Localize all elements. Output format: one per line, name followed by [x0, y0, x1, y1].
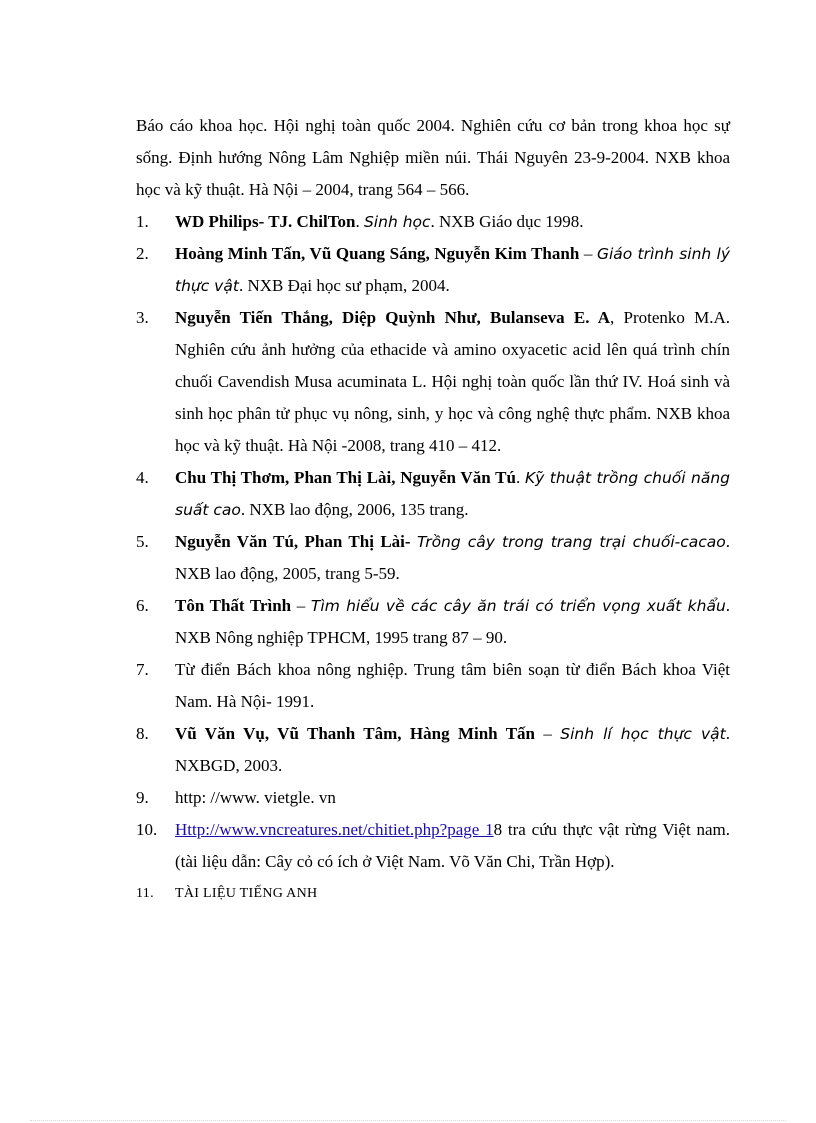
reference-rest: . NXB Nông nghiệp TPHCM, 1995 trang 87 – 90. — [175, 596, 731, 647]
reference-number: 1. — [136, 212, 149, 231]
reference-rest: . NXB Đại học sư phạm, 2004. — [238, 276, 450, 295]
reference-title: Sinh lí học thực vật — [560, 725, 726, 743]
reference-authors: Hoàng Minh Tấn, Vũ Quang Sáng, Nguyễn Kim Thanh — [175, 244, 580, 263]
reference-number: 11. — [136, 886, 154, 901]
reference-item — [136, 302, 730, 462]
reference-separator: – — [535, 724, 561, 743]
reference-number: 8. — [136, 724, 149, 743]
reference-text — [175, 654, 730, 718]
reference-item — [136, 462, 730, 526]
reference-title: Trồng cây trong trang trại chuối-cacao — [416, 533, 726, 551]
reference-item — [136, 238, 730, 302]
reference-item — [136, 654, 730, 718]
reference-number: 10. — [136, 820, 158, 839]
reference-authors: Nguyễn Văn Tú, Phan Thị Lài- — [175, 532, 411, 551]
reference-item — [136, 526, 730, 590]
reference-separator: . — [515, 468, 525, 487]
reference-text — [175, 302, 730, 462]
reference-authors: Chu Thị Thơm, Phan Thị Lài, Nguyễn Văn Tú — [175, 468, 516, 487]
reference-separator: , — [610, 308, 624, 327]
reference-item — [136, 878, 730, 910]
reference-item — [136, 814, 730, 878]
reference-number: 3. — [136, 308, 149, 327]
reference-title: Giáo trình sinh lý thực vật — [175, 245, 731, 295]
reference-authors: Tôn Thất Trình — [175, 596, 292, 615]
reference-title: Kỹ thuật trồng chuối năng suất cao — [175, 469, 731, 519]
reference-text — [175, 206, 730, 238]
reference-rest: . NXB Giáo dục 1998. — [430, 212, 584, 231]
reference-text — [175, 526, 730, 590]
reference-rest: . NXB lao động, 2006, 135 trang. — [240, 500, 469, 519]
reference-number: 7. — [136, 660, 149, 679]
reference-item — [136, 782, 730, 814]
reference-item — [136, 590, 730, 654]
reference-number: 5. — [136, 532, 149, 551]
reference-item — [136, 206, 730, 238]
reference-text — [175, 718, 730, 782]
intro-paragraph: Báo cáo khoa học. Hội nghị toàn quốc 2004. Nghiên cứu cơ bản trong khoa học sự sống. Định hướng Nông Lâm Nghiệp miền núi. Thái Nguyên 23-9-2004. NXB khoa học và kỹ thuật. Hà Nội – 2004, trang 564 – 566. — [136, 116, 730, 199]
reference-text — [175, 590, 730, 654]
page-bottom-border — [30, 1120, 786, 1121]
reference-text — [175, 238, 730, 302]
reference-rest: . NXBGD, 2003. — [175, 724, 730, 775]
document-page — [136, 110, 730, 910]
reference-number: 6. — [136, 596, 149, 615]
reference-item — [136, 718, 730, 782]
reference-separator: . — [355, 212, 364, 231]
reference-text — [175, 814, 730, 878]
reference-title: Tìm hiểu về các cây ăn trái có triển vọng xuất khẩu — [310, 597, 726, 615]
reference-text — [175, 462, 730, 526]
reference-authors: Vũ Văn Vụ, Vũ Thanh Tâm, Hàng Minh Tấn — [175, 724, 535, 743]
reference-number: 2. — [136, 244, 149, 263]
reference-list — [136, 206, 730, 782]
reference-link[interactable]: Http://www.vncreatures.net/chitiet.php?page 1 — [175, 820, 494, 839]
reference-rest: 8 tra cứu thực vật rừng Việt nam. (tài liệu dẫn: Cây cỏ có ích ở Việt Nam. Võ Văn Chi, Trần Hợp). — [175, 820, 730, 871]
reference-number: 9. — [136, 788, 149, 807]
reference-separator: – — [579, 244, 597, 263]
reference-rest: . NXB lao động, 2005, trang 5-59. — [175, 532, 731, 583]
reference-authors: WD Philips- TJ. ChilTon — [175, 212, 356, 231]
reference-separator: – — [291, 596, 311, 615]
reference-text: http: //www. vietgle. vn — [175, 788, 336, 807]
section-heading: TÀI LIỆU TIẾNG ANH — [175, 886, 318, 901]
reference-number: 4. — [136, 468, 149, 487]
reference-title: Sinh học — [363, 213, 431, 231]
reference-authors: Nguyễn Tiến Thắng, Diệp Quỳnh Như, Bulanseva E. A — [175, 308, 611, 327]
reference-rest: Từ điển Bách khoa nông nghiệp. Trung tâm biên soạn từ điển Bách khoa Việt Nam. Hà Nội- 1991. — [175, 660, 730, 711]
reference-rest: Protenko M.A. Nghiên cứu ảnh hưởng của ethacide và amino oxyacetic acid lên quá trình chín chuối Cavendish Musa acuminata L. Hội nghị toàn quốc lần thứ IV. Hoá sinh và sinh học phân tử phục vụ nông, sinh, y học và công nghệ thực phẩm. NXB khoa học và kỹ thuật. Hà Nội -2008, trang 410 – 412. — [175, 308, 731, 455]
